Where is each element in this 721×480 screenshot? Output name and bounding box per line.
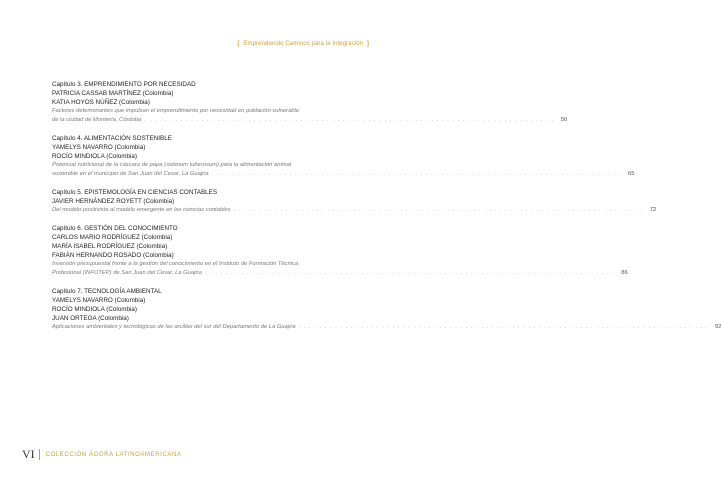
chapter-subtitle-leader-row bbox=[52, 116, 568, 125]
chapter-title: Capítulo 7. TECNOLOGÍA AMBIENTAL bbox=[52, 288, 162, 295]
page-number: 50 bbox=[560, 117, 568, 123]
chapter-author: FABIÁN HERNANDO ROSADO (Colombia) bbox=[52, 252, 174, 259]
chapter-subtitle-leader-row bbox=[52, 170, 635, 179]
chapter-title: Capítulo 3. EMPRENDIMIENTO POR NECESIDAD bbox=[52, 81, 196, 88]
chapter-author: MARÍA ISABEL RODRÍGUEZ (Colombia) bbox=[52, 243, 168, 250]
page-number: 65 bbox=[628, 171, 635, 177]
dot-leader: . . . . . . . . . . . . . . . . . . . . . . . . . . . . . . . . . . . . . . . . . . . . . . . . . . . . . . . . . . . . . . . . . . . . . . . . . . . . . . . bbox=[298, 324, 709, 330]
toc-entry[interactable] bbox=[52, 80, 568, 125]
toc-entry[interactable] bbox=[52, 134, 635, 179]
chapter-author: JAVIER HERNÁNDEZ ROYETT (Colombia) bbox=[52, 198, 175, 205]
chapter-author: KATIA HOYOS NÚÑEZ (Colombia) bbox=[52, 99, 150, 106]
chapter-subtitle-line: Del modelo positivista al modelo emergente en las ciencias contables bbox=[52, 207, 231, 213]
header-open-bracket: [ bbox=[237, 41, 240, 47]
chapter-subtitle-line: de la ciudad de Montería, Córdoba bbox=[52, 117, 142, 123]
dot-leader: . . . . . . . . . . . . . . . . . . . . . . . . . . . . . . . . . . . . . . . . . . . . . . . . . . . . . . . . . . . . . . . . . . . . . . . . . . . . . . . bbox=[211, 171, 622, 177]
chapter-author: PATRICIA CASSAB MARTÍNEZ (Colombia) bbox=[52, 90, 174, 97]
chapter-author: YAMELYS NAVARRO (Colombia) bbox=[52, 144, 146, 151]
page-number: 86 bbox=[621, 270, 628, 276]
chapter-subtitle-leader-row bbox=[52, 269, 628, 278]
running-header bbox=[235, 41, 371, 47]
toc-entry[interactable] bbox=[52, 287, 721, 332]
chapter-title: Capítulo 4. ALIMENTACIÓN SOSTENIBLE bbox=[52, 135, 172, 142]
chapter-subtitle-line: Factores determinantes que impulsan el emprendimiento por necesidad en población vulnerable bbox=[52, 108, 300, 114]
page-folio: VI bbox=[22, 447, 35, 461]
header-title: Emprendiendo Caminos para la Integración bbox=[243, 41, 364, 47]
dot-leader: . . . . . . . . . . . . . . . . . . . . . . . . . . . . . . . . . . . . . . . . . . . . . . . . . . . . . . . . . . . . . . . . . . . . . . . . . . . . . . . bbox=[233, 207, 644, 213]
chapter-author: ROCÍO MINDIOLA (Colombia) bbox=[52, 306, 138, 313]
chapter-author: CARLOS MARIO RODRÍGUEZ (Colombia) bbox=[52, 234, 173, 241]
chapter-subtitle-line: Profesional (INFOTEP) de San Juan del Cesar, La Guajira bbox=[52, 270, 202, 276]
chapter-subtitle-leader-row bbox=[52, 323, 721, 332]
toc-entry[interactable] bbox=[52, 188, 657, 215]
dot-leader: . . . . . . . . . . . . . . . . . . . . . . . . . . . . . . . . . . . . . . . . . . . . . . . . . . . . . . . . . . . . . . . . . . . . . . . . . . . . . . . bbox=[204, 270, 615, 276]
chapter-author: JUAN ORTEGA (Colombia) bbox=[52, 315, 129, 322]
toc-entry[interactable] bbox=[52, 224, 628, 278]
chapter-author: YAMELYS NAVARRO (Colombia) bbox=[52, 297, 146, 304]
chapter-title: Capítulo 6. GESTIÓN DEL CONOCIMIENTO bbox=[52, 225, 178, 232]
header-close-bracket: ] bbox=[366, 41, 369, 47]
dot-leader: . . . . . . . . . . . . . . . . . . . . . . . . . . . . . . . . . . . . . . . . . . . . . . . . . . . . . . . . . . . . . . . . . . . . . . . . . . . . . . . bbox=[144, 117, 555, 123]
page-footer bbox=[22, 447, 182, 462]
page-number: 72 bbox=[649, 207, 657, 213]
table-of-contents bbox=[52, 80, 721, 341]
footer-divider bbox=[39, 449, 40, 460]
chapter-subtitle-line: Aplicaciones ambientales y tecnológicas de las arcillas del sur del Departamento de La Guajira bbox=[52, 324, 296, 330]
chapter-subtitle-line: sostenible en el municipio de San Juan del Cesar, La Guajira bbox=[52, 171, 209, 177]
chapter-subtitle-line: Potencial nutricional de la cáscara de papa (solanum tuberosum) para la alimentación animal bbox=[52, 162, 292, 168]
chapter-subtitle-line: Inversión presupuestal frente a la gestión del conocimiento en el Instituto de Formación Técnica bbox=[52, 261, 299, 267]
chapter-title: Capítulo 5. EPISTEMOLOGÍA EN CIENCIAS CONTABLES bbox=[52, 189, 218, 196]
chapter-subtitle-leader-row bbox=[52, 206, 657, 215]
collection-name: COLECCIÓN ÁGORA LATINOAMERICANA bbox=[45, 451, 182, 458]
chapter-author: ROCÍO MINDIOLA (Colombia) bbox=[52, 153, 138, 160]
page-number: 92 bbox=[715, 324, 721, 330]
